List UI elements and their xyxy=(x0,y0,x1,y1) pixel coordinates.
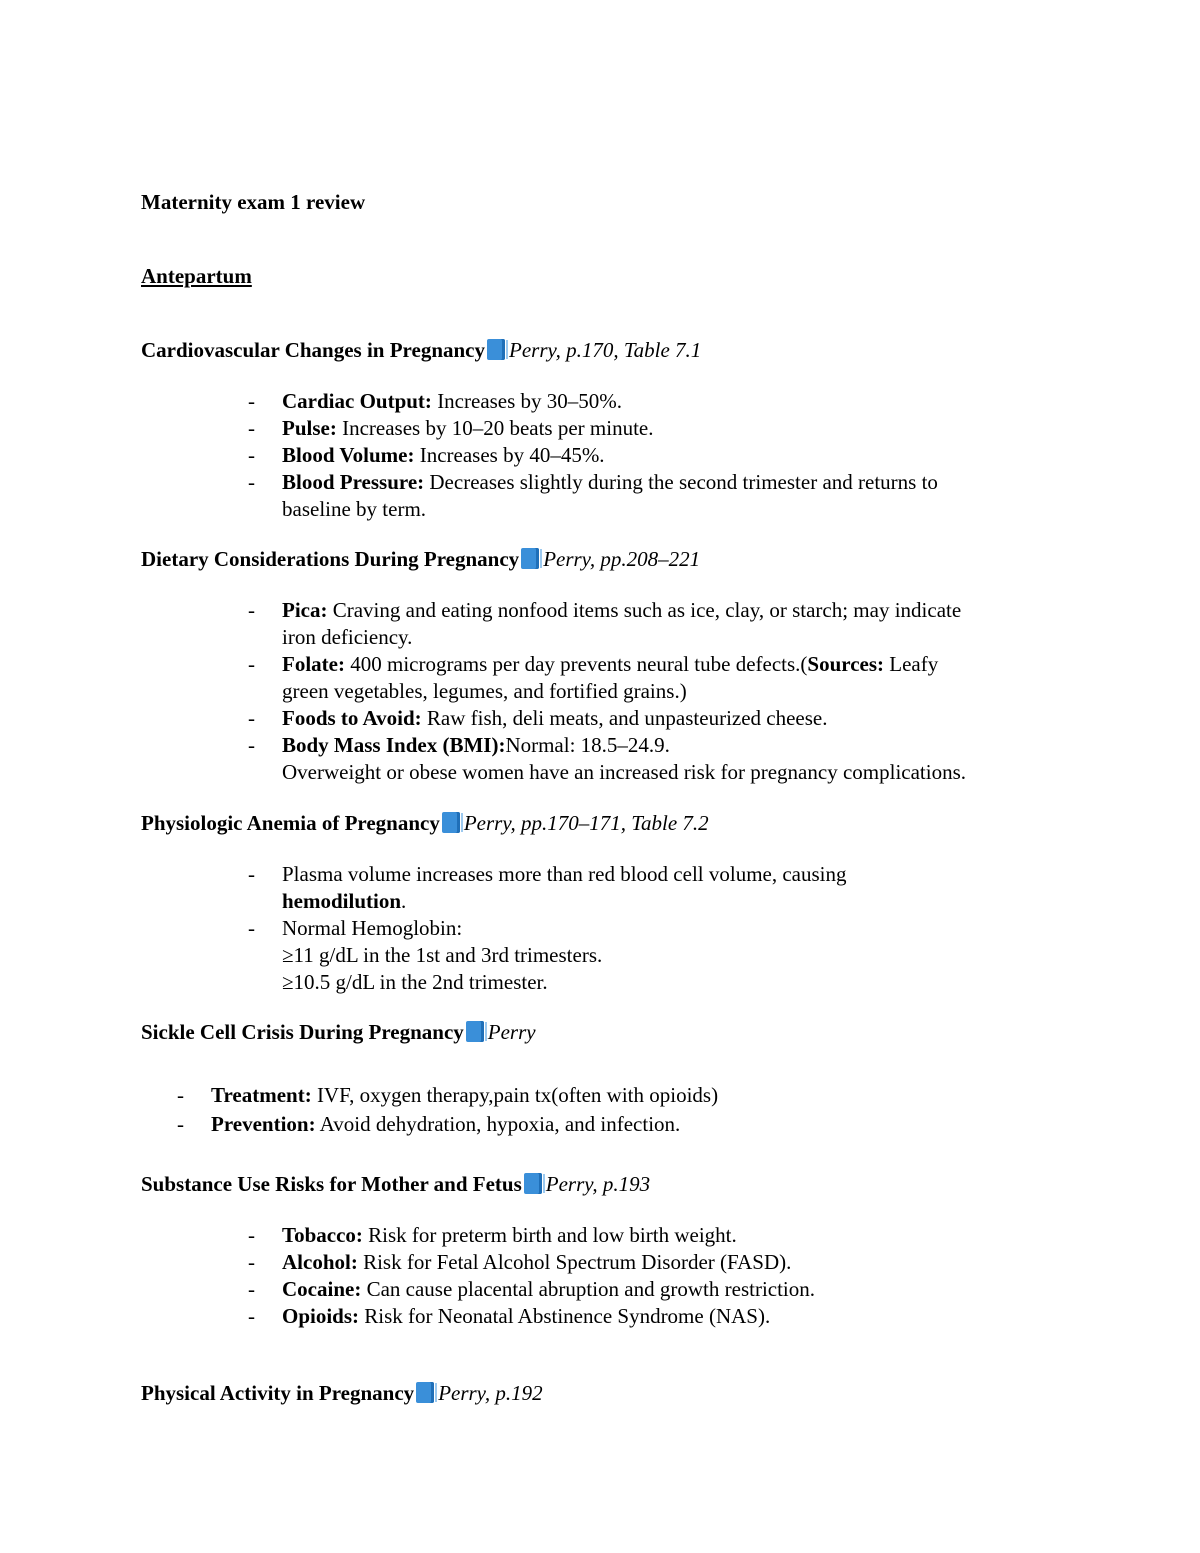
section-heading-antepartum: Antepartum xyxy=(141,264,252,288)
topic-title: Cardiovascular Changes in Pregnancy xyxy=(141,338,485,362)
list-item: - Blood Volume: Increases by 40–45%. xyxy=(248,443,605,467)
topic-title: Substance Use Risks for Mother and Fetus xyxy=(141,1172,522,1196)
list-item: - Pulse: Increases by 10–20 beats per minute. xyxy=(248,416,654,440)
list-item: - Prevention: Avoid dehydration, hypoxia, and infection. xyxy=(177,1112,681,1136)
dietary-list xyxy=(248,597,967,786)
topic-title: Physical Activity in Pregnancy xyxy=(141,1381,415,1405)
sickle-cell-list xyxy=(177,1081,719,1139)
list-item: - Cocaine: Can cause placental abruption and growth restriction. xyxy=(248,1277,816,1301)
blue-book-icon xyxy=(442,812,460,833)
list-item: - Tobacco: Risk for preterm birth and low birth weight. xyxy=(248,1223,737,1247)
topic-heading-substance-use xyxy=(141,1172,650,1197)
topic-heading-dietary xyxy=(141,547,700,572)
blue-book-icon xyxy=(416,1382,434,1403)
topic-reference: Perry, p.193 xyxy=(545,1172,651,1196)
list-item: - Plasma volume increases more than red blood cell volume, causing hemodilution. xyxy=(248,862,847,913)
topic-title: Physiologic Anemia of Pregnancy xyxy=(141,811,440,835)
topic-heading-sickle-cell xyxy=(141,1020,536,1045)
topic-reference: Perry, pp.170–171, Table 7.2 xyxy=(463,811,709,835)
substance-use-list xyxy=(248,1222,816,1330)
list-item: - Blood Pressure: Decreases slightly during the second trimester and returns to baseline by term. xyxy=(248,470,938,521)
cardiovascular-list xyxy=(248,388,938,523)
topic-reference: Perry, p.192 xyxy=(438,1381,543,1405)
blue-book-icon xyxy=(524,1173,542,1194)
topic-reference: Perry, pp.208–221 xyxy=(543,547,701,571)
list-item: - Treatment: IVF, oxygen therapy,pain tx(often with opioids) xyxy=(177,1083,719,1107)
topic-heading-cardiovascular xyxy=(141,338,701,363)
topic-title: Dietary Considerations During Pregnancy xyxy=(141,547,520,571)
list-item: - Alcohol: Risk for Fetal Alcohol Spectrum Disorder (FASD). xyxy=(248,1250,792,1274)
anemia-list xyxy=(248,861,847,996)
list-item: - Foods to Avoid: Raw fish, deli meats, and unpasteurized cheese. xyxy=(248,706,828,730)
topic-title: Sickle Cell Crisis During Pregnancy xyxy=(141,1020,464,1044)
topic-heading-anemia xyxy=(141,811,709,836)
topic-reference: Perry xyxy=(487,1020,536,1044)
blue-book-icon xyxy=(487,339,505,360)
list-item: - Folate: 400 micrograms per day prevents neural tube defects.(Sources: Leafy green vegetables, legumes, and fortified grains.) xyxy=(248,652,939,703)
document-title: Maternity exam 1 review xyxy=(141,190,366,214)
list-item: - Opioids: Risk for Neonatal Abstinence Syndrome (NAS). xyxy=(248,1304,771,1328)
topic-reference: Perry, p.170, Table 7.1 xyxy=(509,338,702,362)
list-item: - Body Mass Index (BMI):Normal: 18.5–24.9. Overweight or obese women have an increased risk for pregnancy complications. xyxy=(248,733,967,784)
topic-heading-physical-activity xyxy=(141,1381,543,1406)
list-item: - Normal Hemoglobin: ≥11 g/dL in the 1st and 3rd trimesters. ≥10.5 g/dL in the 2nd trimester. xyxy=(248,916,603,994)
blue-book-icon xyxy=(466,1021,484,1042)
list-item: - Cardiac Output: Increases by 30–50%. xyxy=(248,389,623,413)
blue-book-icon xyxy=(521,548,539,569)
list-item: - Pica: Craving and eating nonfood items such as ice, clay, or starch; may indicate iron deficiency. xyxy=(248,598,962,649)
